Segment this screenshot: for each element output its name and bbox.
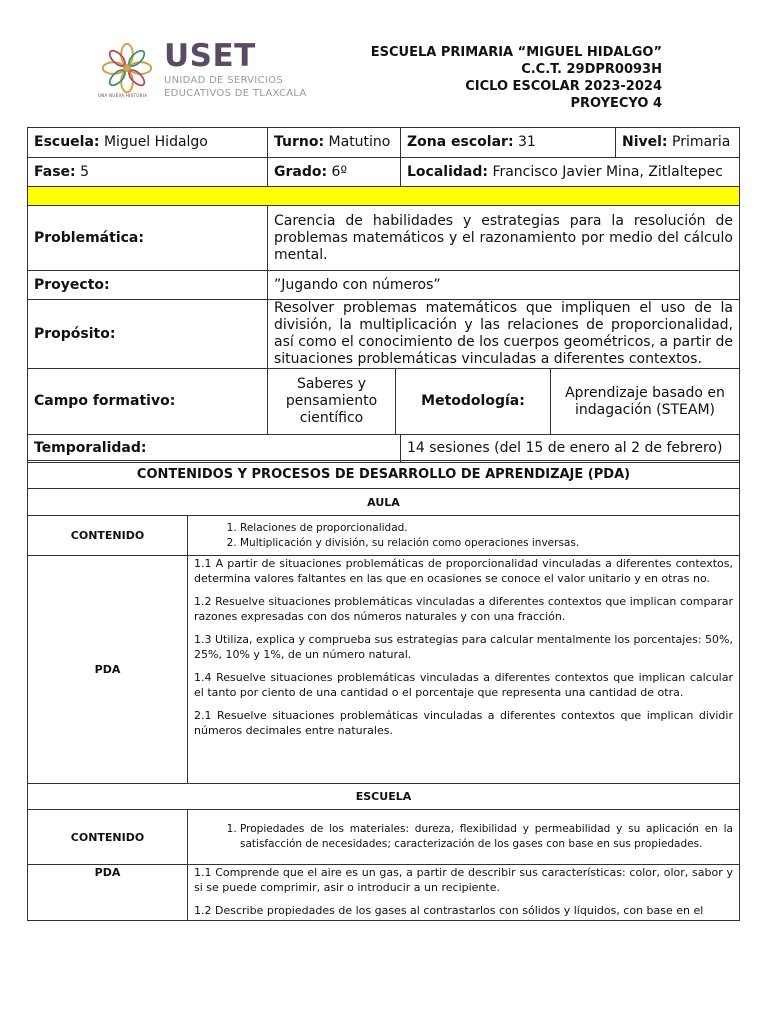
- uset-logo: [98, 40, 318, 106]
- escuela-cell: [28, 128, 268, 158]
- aula-heading-row: [28, 489, 740, 516]
- zona-value: 31: [518, 134, 536, 150]
- pda-item: 1.1 A partir de situaciones problemáticas de proporcionalidad vinculadas a diferentes contextos, determina valores faltantes en las que en ocasiones se conoce el valor unitario y en otras no.: [194, 557, 733, 585]
- grado-cell: [268, 158, 401, 187]
- pda-item: 2.1 Resuelve situaciones problemáticas vinculadas a diferentes contextos que implican dividir números decimales entre naturales.: [194, 709, 733, 737]
- flower-emblem-icon: [98, 40, 156, 100]
- proposito-label: Propósito:: [28, 300, 268, 369]
- aula-heading: AULA: [28, 489, 740, 516]
- campo-label: Campo formativo:: [28, 369, 268, 435]
- turno-cell: [268, 128, 401, 158]
- localidad-label: Localidad:: [407, 163, 488, 180]
- aula-pda-list: [188, 556, 740, 784]
- logo-subtitle-line2: EDUCATIVOS DE TLAXCALA: [164, 88, 307, 99]
- pda-item: 1.2 Describe propiedades de los gases al contrastarlos con sólidos y líquidos, con base en el: [194, 904, 704, 917]
- pda-item: 1.3 Utiliza, explica y comprueba sus estrategias para calcular mentalmente los porcentajes: 50%, 25%, 10% y 1%, de un número natural.: [194, 633, 733, 661]
- campo-row: [28, 369, 740, 435]
- info-row-1: [28, 128, 740, 158]
- nivel-label: Nivel:: [622, 134, 668, 150]
- escuela-pda-row: [28, 865, 740, 921]
- logo-tagline: UNA NUEVA HISTORIA: [98, 93, 148, 98]
- pda-table: [27, 460, 740, 921]
- escuela-contenido-list: [188, 810, 740, 865]
- pda-title-row: [28, 461, 740, 489]
- escuela-pda-label: PDA: [28, 865, 188, 921]
- escuela-value: Miguel Hidalgo: [103, 134, 208, 150]
- info-row-2: [28, 158, 740, 187]
- fase-value: 5: [80, 163, 89, 180]
- temporalidad-label: Temporalidad:: [28, 435, 401, 463]
- grado-value: 6º: [331, 163, 348, 180]
- aula-contenido-label: CONTENIDO: [28, 516, 188, 556]
- proposito-row: [28, 300, 740, 369]
- campo-value: Saberes y pensamiento científico: [268, 369, 396, 435]
- temporalidad-value: 14 sesiones (del 15 de enero al 2 de febrero): [401, 435, 740, 463]
- zona-label: Zona escolar:: [407, 134, 514, 150]
- proyecto-label: Proyecto:: [28, 271, 268, 300]
- cct-code: C.C.T. 29DPR0093H: [521, 62, 662, 77]
- logo-subtitle: [164, 74, 307, 100]
- problematica-row: [28, 206, 740, 271]
- localidad-value: Francisco Javier Mina, Zitlaltepec: [492, 163, 723, 180]
- school-name: ESCUELA PRIMARIA “MIGUEL HIDALGO”: [370, 45, 662, 60]
- escuela-label: Escuela:: [34, 134, 100, 150]
- escuela-heading: ESCUELA: [28, 784, 740, 810]
- fase-label: Fase:: [34, 163, 76, 180]
- zona-cell: [401, 128, 616, 158]
- localidad-cell: [401, 158, 740, 187]
- school-cycle: CICLO ESCOLAR 2023-2024: [465, 79, 662, 94]
- pda-item: 1.4 Resuelve situaciones problemáticas vinculadas a diferentes contextos que implican calcular el tanto por ciento de una cantidad o el porcentaje que representa una cantidad de otra.: [194, 671, 733, 699]
- aula-contenido-row: [28, 516, 740, 556]
- logo-title: USET: [164, 38, 256, 74]
- document-header: [371, 44, 662, 112]
- problematica-label: Problemática:: [28, 206, 268, 271]
- metodologia-value: Aprendizaje basado en indagación (STEAM): [551, 369, 740, 435]
- proposito-value: Resolver problemas matemáticos que impliquen el uso de la división, la multiplicación y las relaciones de proporcionalidad, así como el conocimiento de los cuerpos geométricos, a partir de situaciones problemáticas vinculadas a diferentes contextos.: [268, 300, 740, 369]
- proyecto-value: ”Jugando con números”: [268, 271, 740, 300]
- pda-item: 1.2 Resuelve situaciones problemáticas vinculadas a diferentes contextos que implican comparar razones expresadas con dos números naturales y con una fracción.: [194, 595, 733, 623]
- project-info-table: [27, 127, 740, 463]
- nivel-cell: [616, 128, 740, 158]
- list-item: 1. Relaciones de proporcionalidad.: [240, 521, 733, 536]
- escuela-heading-row: [28, 784, 740, 810]
- highlight-bar: [28, 187, 740, 206]
- list-item: 1. Propiedades de los materiales: dureza, flexibilidad y permeabilidad y su aplicación en la satisfacción de necesidades; caracterización de los gases con base en sus propiedades.: [240, 822, 733, 852]
- grado-label: Grado:: [274, 163, 328, 180]
- pda-item: 1.1 Comprende que el aire es un gas, a partir de describir sus características: color, olor, sabor y si se puede comprimir, asir o introducir a un recipiente.: [194, 866, 733, 894]
- list-item: 2. Multiplicación y división, su relación como operaciones inversas.: [240, 536, 733, 551]
- aula-pda-row: [28, 556, 740, 784]
- aula-pda-label: PDA: [28, 556, 188, 784]
- highlight-row: [28, 187, 740, 206]
- escuela-contenido-label: CONTENIDO: [28, 810, 188, 865]
- nivel-value: Primaria: [672, 134, 731, 150]
- metodologia-label: Metodología:: [396, 369, 551, 435]
- project-number: PROYECYO 4: [570, 96, 662, 111]
- escuela-pda-list: [188, 865, 740, 921]
- problematica-value: Carencia de habilidades y estrategias para la resolución de problemas matemáticos y el razonamiento por medio del cálculo mental.: [268, 206, 740, 271]
- turno-label: Turno:: [274, 134, 325, 150]
- temporalidad-row: [28, 435, 740, 463]
- escuela-contenido-row: [28, 810, 740, 865]
- fase-cell: [28, 158, 268, 187]
- pda-title: CONTENIDOS Y PROCESOS DE DESARROLLO DE APRENDIZAJE (PDA): [28, 461, 740, 489]
- logo-subtitle-line1: UNIDAD DE SERVICIOS: [164, 75, 283, 86]
- proyecto-row: [28, 271, 740, 300]
- aula-contenido-list: [188, 516, 740, 556]
- turno-value: Matutino: [328, 134, 391, 150]
